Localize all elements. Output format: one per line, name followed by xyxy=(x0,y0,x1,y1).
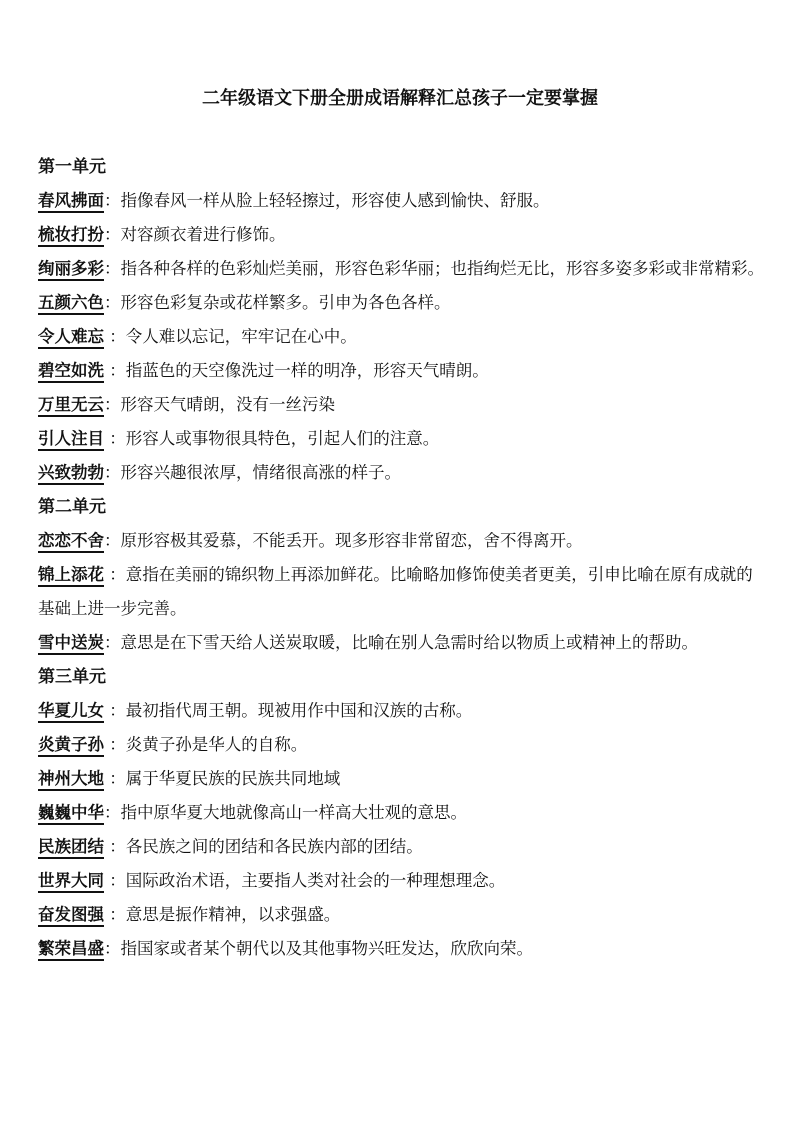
idiom-separator: ： xyxy=(104,565,126,584)
idiom-definition: 指蓝色的天空像洗过一样的明净，形容天气晴朗。 xyxy=(125,361,489,380)
document-body xyxy=(38,150,766,966)
idiom-definition: 形容人或事物很具特色，引起人们的注意。 xyxy=(125,429,440,448)
idiom-entry xyxy=(38,558,766,626)
idiom-term: 令人难忘 xyxy=(38,327,104,346)
idiom-entry xyxy=(38,320,766,354)
idiom-term: 华夏儿女 xyxy=(38,701,104,720)
idiom-definition: 最初指代周王朝。现被用作中国和汉族的古称。 xyxy=(125,701,473,720)
idiom-entry xyxy=(38,422,766,456)
idiom-entry xyxy=(38,728,766,762)
idiom-entry xyxy=(38,898,766,932)
idiom-definition: 令人难以忘记，牢牢记在心中。 xyxy=(125,327,357,346)
idiom-separator: ： xyxy=(104,361,126,380)
idiom-separator: ： xyxy=(104,701,126,720)
idiom-term: 锦上添花 xyxy=(38,565,104,584)
idiom-entry xyxy=(38,184,766,218)
idiom-term: 兴致勃勃 xyxy=(38,463,104,482)
idiom-definition: 意思是在下雪天给人送炭取暖，比喻在别人急需时给以物质上或精神上的帮助。 xyxy=(120,633,698,652)
idiom-separator: ： xyxy=(104,735,126,754)
unit-heading: 第二单元 xyxy=(38,497,106,517)
idiom-entry xyxy=(38,796,766,830)
idiom-term: 梳妆打扮 xyxy=(38,225,104,244)
idiom-separator: ： xyxy=(104,429,126,448)
idiom-term: 民族团结 xyxy=(38,837,104,856)
idiom-definition: 意思是振作精神，以求强盛。 xyxy=(125,905,341,924)
idiom-separator: ： xyxy=(104,803,121,822)
idiom-definition: 指各种各样的色彩灿烂美丽，形容色彩华丽；也指绚烂无比，形容多姿多彩或非常精彩。 xyxy=(120,259,764,278)
idiom-definition: 指中原华夏大地就像高山一样高大壮观的意思。 xyxy=(120,803,467,822)
idiom-separator: ： xyxy=(104,191,121,210)
idiom-definition: 原形容极其爱慕，不能丢开。现多形容非常留恋，舍不得离开。 xyxy=(120,531,583,550)
idiom-entry xyxy=(38,218,766,252)
idiom-entry xyxy=(38,456,766,490)
idiom-entry xyxy=(38,354,766,388)
idiom-definition: 对容颜衣着进行修饰。 xyxy=(120,225,286,244)
idiom-term: 奋发图强 xyxy=(38,905,104,924)
idiom-separator: ： xyxy=(104,327,126,346)
idiom-entry xyxy=(38,932,766,966)
idiom-separator: ： xyxy=(104,531,121,550)
idiom-separator: ： xyxy=(104,939,121,958)
idiom-entry xyxy=(38,626,766,660)
idiom-separator: ： xyxy=(104,905,126,924)
idiom-separator: ： xyxy=(104,769,126,788)
idiom-entry xyxy=(38,524,766,558)
idiom-term: 引人注目 xyxy=(38,429,104,448)
unit-heading: 第一单元 xyxy=(38,157,106,177)
idiom-definition: 形容兴趣很浓厚，情绪很高涨的样子。 xyxy=(120,463,401,482)
idiom-term: 恋恋不舍 xyxy=(38,531,104,550)
idiom-term: 绚丽多彩 xyxy=(38,259,104,278)
idiom-separator: ： xyxy=(104,259,121,278)
idiom-definition: 指国家或者某个朝代以及其他事物兴旺发达，欣欣向荣。 xyxy=(120,939,533,958)
idiom-definition: 指像春风一样从脸上轻轻擦过，形容使人感到愉快、舒服。 xyxy=(120,191,550,210)
idiom-entry xyxy=(38,252,766,286)
document-title: 二年级语文下册全册成语解释汇总孩子一定要掌握 xyxy=(202,88,598,109)
idiom-separator: ： xyxy=(104,395,121,414)
idiom-term: 五颜六色 xyxy=(38,293,104,312)
idiom-entry xyxy=(38,830,766,864)
idiom-definition: 国际政治术语，主要指人类对社会的一种理想理念。 xyxy=(125,871,506,890)
idiom-separator: ： xyxy=(104,633,121,652)
idiom-entry xyxy=(38,286,766,320)
idiom-separator: ： xyxy=(104,293,121,312)
idiom-term: 世界大同 xyxy=(38,871,104,890)
idiom-separator: ： xyxy=(104,225,121,244)
idiom-definition: 意指在美丽的锦织物上再添加鲜花。比喻略加修饰使美者更美，引申比喻在原有成就的基础上进一步完善。 xyxy=(38,565,753,618)
idiom-term: 雪中送炭 xyxy=(38,633,104,652)
idiom-term: 春风拂面 xyxy=(38,191,104,210)
idiom-definition: 形容天气晴朗，没有一丝污染 xyxy=(120,395,335,414)
idiom-term: 神州大地 xyxy=(38,769,104,788)
idiom-term: 繁荣昌盛 xyxy=(38,939,104,958)
idiom-entry xyxy=(38,864,766,898)
idiom-term: 巍巍中华 xyxy=(38,803,104,822)
idiom-definition: 属于华夏民族的民族共同地域 xyxy=(125,769,341,788)
idiom-entry xyxy=(38,694,766,728)
unit-heading: 第三单元 xyxy=(38,667,106,687)
idiom-separator: ： xyxy=(104,837,126,856)
idiom-term: 炎黄子孙 xyxy=(38,735,104,754)
idiom-entry xyxy=(38,762,766,796)
idiom-definition: 各民族之间的团结和各民族内部的团结。 xyxy=(125,837,423,856)
idiom-term: 万里无云 xyxy=(38,395,104,414)
idiom-separator: ： xyxy=(104,463,121,482)
idiom-term: 碧空如洗 xyxy=(38,361,104,380)
idiom-entry xyxy=(38,388,766,422)
idiom-separator: ： xyxy=(104,871,126,890)
idiom-definition: 形容色彩复杂或花样繁多。引申为各色各样。 xyxy=(120,293,451,312)
idiom-definition: 炎黄子孙是华人的自称。 xyxy=(125,735,308,754)
